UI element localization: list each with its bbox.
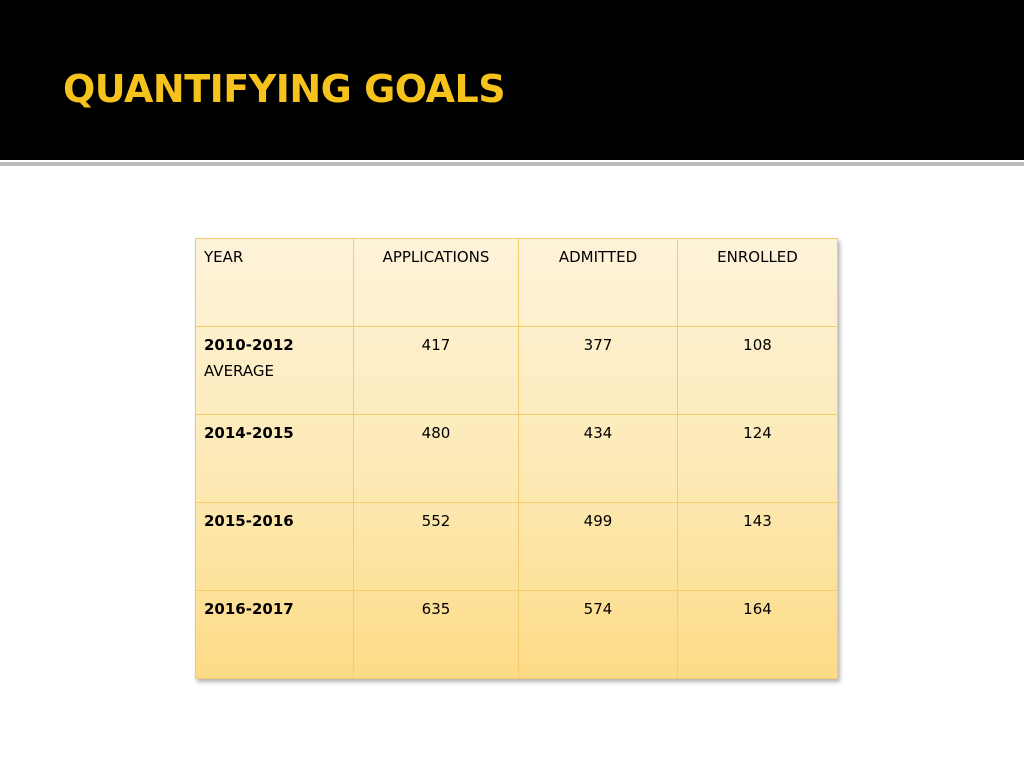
table-row [196, 591, 838, 679]
admitted-cell: 434 [519, 415, 678, 503]
header-admitted: ADMITTED [519, 239, 678, 327]
table-row [196, 415, 838, 503]
admitted-cell: 377 [519, 327, 678, 415]
year-cell [196, 591, 354, 679]
enrolled-cell: 164 [678, 591, 838, 679]
year-cell [196, 503, 354, 591]
admitted-cell: 499 [519, 503, 678, 591]
header-applications: APPLICATIONS [354, 239, 519, 327]
year-label: 2014-2015 [204, 424, 294, 442]
table-header-row [196, 239, 838, 327]
applications-cell: 552 [354, 503, 519, 591]
admitted-cell: 574 [519, 591, 678, 679]
title-band [0, 0, 1024, 160]
slide-title: QUANTIFYING GOALS [63, 67, 506, 111]
applications-cell: 480 [354, 415, 519, 503]
applications-cell: 635 [354, 591, 519, 679]
enrolled-cell: 143 [678, 503, 838, 591]
year-cell [196, 415, 354, 503]
year-note: AVERAGE [204, 362, 274, 380]
year-label: 2016-2017 [204, 600, 294, 618]
year-label: 2010-2012 [204, 336, 294, 354]
year-cell [196, 327, 354, 415]
title-divider [0, 162, 1024, 166]
enrolled-cell: 108 [678, 327, 838, 415]
table-row [196, 327, 838, 415]
table-row [196, 503, 838, 591]
applications-cell: 417 [354, 327, 519, 415]
header-year: YEAR [196, 239, 354, 327]
header-enrolled: ENROLLED [678, 239, 838, 327]
year-label: 2015-2016 [204, 512, 294, 530]
goals-table [195, 238, 838, 679]
enrolled-cell: 124 [678, 415, 838, 503]
